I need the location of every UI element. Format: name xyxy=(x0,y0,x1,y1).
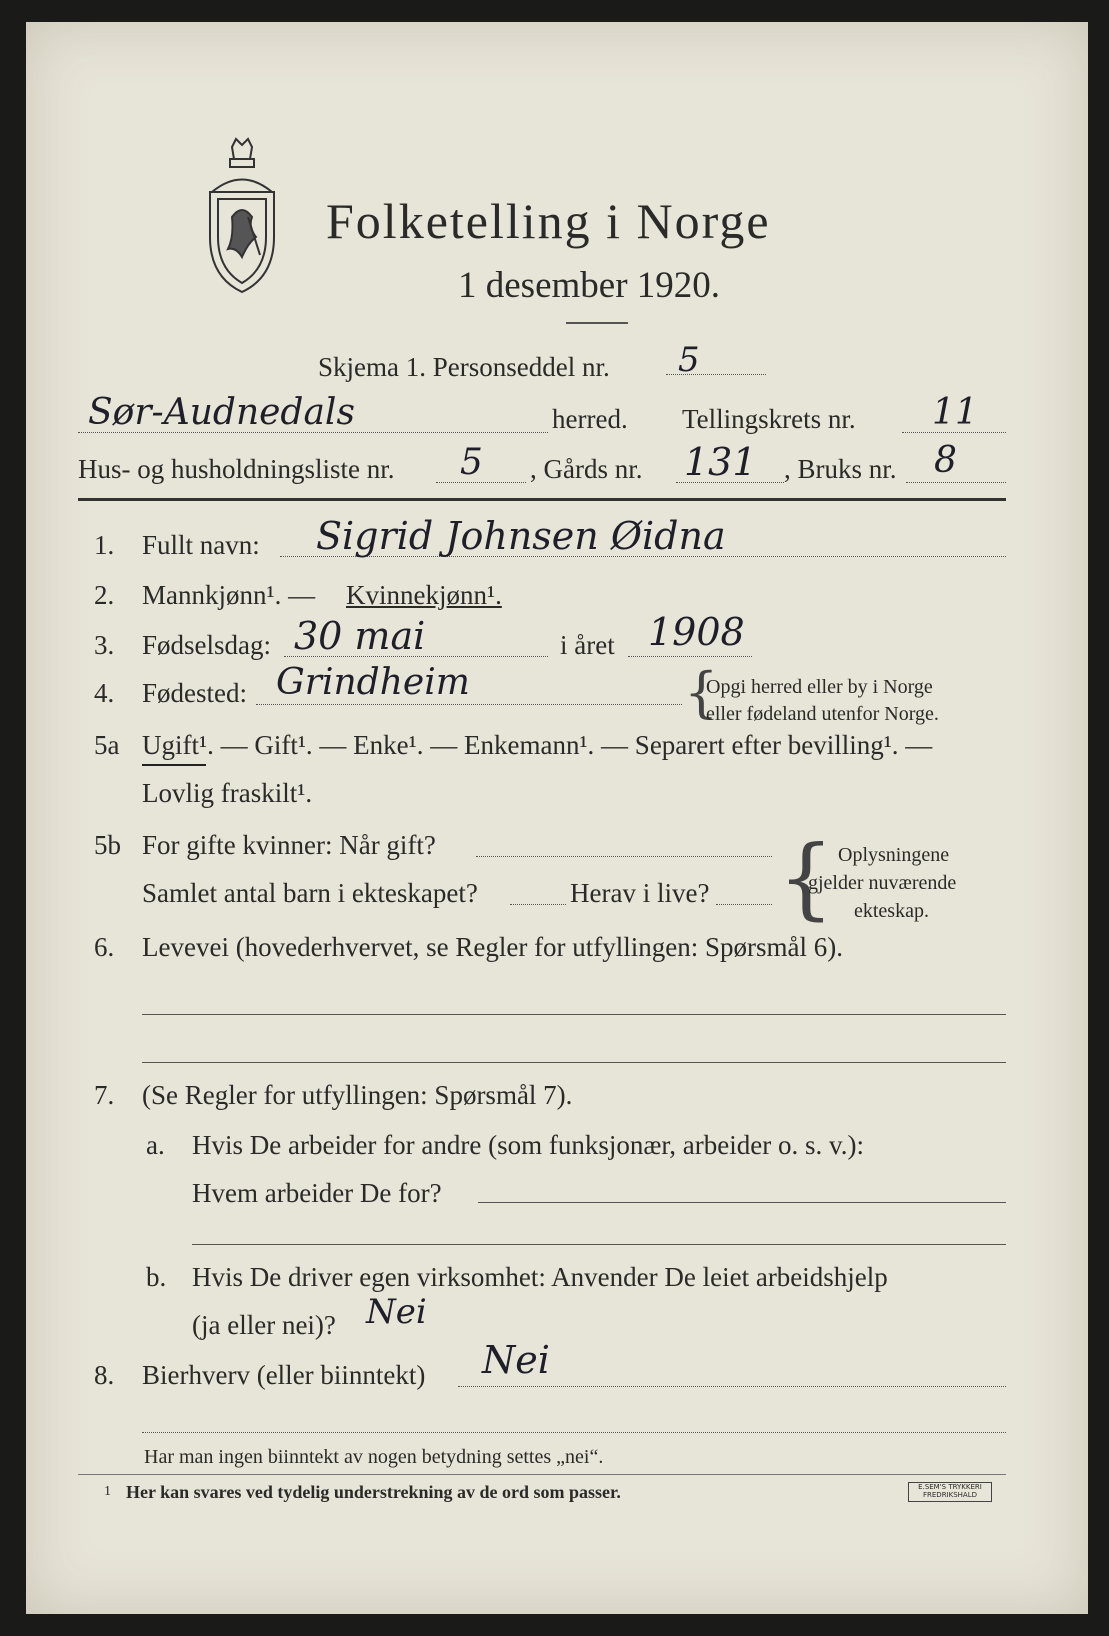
q6-number: 6. xyxy=(94,932,115,962)
q2-number: 2. xyxy=(94,580,115,610)
herred-label: herred. xyxy=(552,404,628,434)
q5b-note-3: ekteskap. xyxy=(854,900,929,922)
tellingskrets-label: Tellingskrets nr. xyxy=(682,404,856,434)
side-income-value[interactable]: Nei xyxy=(482,1338,550,1382)
birth-year-value[interactable]: 1908 xyxy=(648,610,745,654)
husholdningsliste-number[interactable]: 5 xyxy=(460,442,483,483)
children-count-line[interactable] xyxy=(510,904,566,905)
q5b-note-1: Oplysningene xyxy=(838,844,950,866)
q7-label: (Se Regler for utfyllingen: Spørsmål 7). xyxy=(142,1080,573,1110)
printer-stamp xyxy=(908,1482,992,1502)
ugift-underline xyxy=(142,764,206,766)
q6-line-2[interactable] xyxy=(142,1062,1006,1063)
tellingskrets-number[interactable]: 11 xyxy=(932,392,978,433)
q7a-line-2: Hvem arbeider De for? xyxy=(192,1178,442,1208)
personseddel-number[interactable]: 5 xyxy=(678,340,700,380)
q4-label: Fødested: xyxy=(142,678,247,708)
q5b-brace: { xyxy=(778,826,834,929)
census-form xyxy=(26,22,1088,1614)
q7b-line-1: Hvis De driver egen virksomhet: Anvender De leiet arbeidshjelp xyxy=(192,1262,888,1292)
full-name-value[interactable]: Sigrid Johnsen Øidna xyxy=(316,514,726,558)
birth-day-value[interactable]: 30 mai xyxy=(294,614,426,658)
q8-line xyxy=(458,1386,1006,1387)
birthplace-value[interactable]: Grindheim xyxy=(276,662,470,703)
q8-number: 8. xyxy=(94,1360,115,1390)
bruks-line xyxy=(906,482,1006,483)
gards-number[interactable]: 131 xyxy=(684,440,757,484)
q8-label: Bierhverv (eller biinntekt) xyxy=(142,1360,426,1390)
year-label: i året xyxy=(560,630,615,660)
printer-stamp-line-1: E.SEM'S TRYKKERI xyxy=(918,1483,982,1491)
q5b-line-2b: Herav i live? xyxy=(570,878,710,908)
q5b-note-2: gjelder nuværende xyxy=(808,872,957,894)
q3-number: 3. xyxy=(94,630,115,660)
census-date: 1 desember 1920. xyxy=(458,265,721,306)
gards-label: , Gårds nr. xyxy=(530,454,643,484)
lovlig-fraskilt-option[interactable]: Lovlig fraskilt¹. xyxy=(142,778,313,808)
norway-coat-of-arms-icon xyxy=(202,137,282,295)
herred-name[interactable]: Sør-Audnedals xyxy=(88,392,355,433)
q6-label: Levevei (hovederhvervet, se Regler for utfyllingen: Spørsmål 6). xyxy=(142,932,844,962)
q7b-line-2: (ja eller nei)? xyxy=(192,1310,336,1340)
q4-number: 4. xyxy=(94,678,115,708)
q5b-number: 5b xyxy=(94,830,121,860)
bruks-label: , Bruks nr. xyxy=(784,454,897,484)
footnote-mark: 1 xyxy=(104,1484,111,1499)
female-option[interactable]: Kvinnekjønn¹. xyxy=(346,580,502,610)
herred-line xyxy=(78,432,548,433)
q7a-line-1: Hvis De arbeider for andre (som funksjonær, arbeider o. s. v.): xyxy=(192,1130,864,1160)
q7a-number: a. xyxy=(146,1130,165,1160)
q5a-number: 5a xyxy=(94,730,120,760)
employer-line[interactable] xyxy=(478,1202,1006,1203)
form-title: Folketelling i Norge xyxy=(326,193,771,249)
q1-number: 1. xyxy=(94,530,115,560)
bruks-number[interactable]: 8 xyxy=(934,440,957,481)
q3-year-line xyxy=(628,656,752,657)
q8-note: Har man ingen biinntekt av nogen betydning settes „nei“. xyxy=(144,1446,604,1468)
q1-label: Fullt navn: xyxy=(142,530,260,560)
marital-status-options[interactable]: Ugift¹. — Gift¹. — Enke¹. — Enkemann¹. — Separert efter bevilling¹. — xyxy=(142,730,933,760)
footnote-text: Her kan svares ved tydelig understrekning av de ord som passer. xyxy=(126,1482,621,1502)
q5b-line-1: For gifte kvinner: Når gift? xyxy=(142,830,436,860)
q4-note-2: eller fødeland utenfor Norge. xyxy=(706,703,939,725)
employer-line-2[interactable] xyxy=(192,1244,1006,1245)
male-option[interactable]: Mannkjønn¹. — xyxy=(142,580,316,610)
q8-line-2[interactable] xyxy=(142,1432,1006,1433)
children-alive-line[interactable] xyxy=(716,904,772,905)
header-divider xyxy=(78,498,1006,501)
married-when-line[interactable] xyxy=(476,856,772,857)
q6-line-1[interactable] xyxy=(142,1014,1006,1015)
q7-number: 7. xyxy=(94,1080,115,1110)
husholdningsliste-label: Hus- og husholdningsliste nr. xyxy=(78,454,395,484)
title-divider xyxy=(566,322,628,324)
q4-note-1: Opgi herred eller by i Norge xyxy=(706,676,933,698)
q4-line xyxy=(256,704,682,705)
printer-stamp-line-2: FREDRIKSHALD xyxy=(922,1491,977,1499)
schema-label: Skjema 1. Personseddel nr. xyxy=(318,352,610,382)
footnote-divider xyxy=(78,1474,1006,1475)
q7b-number: b. xyxy=(146,1262,167,1292)
q4-brace: { xyxy=(684,661,719,724)
hired-help-value[interactable]: Nei xyxy=(366,1292,427,1332)
q5b-line-2: Samlet antal barn i ekteskapet? xyxy=(142,878,478,908)
q3-label: Fødselsdag: xyxy=(142,630,272,660)
